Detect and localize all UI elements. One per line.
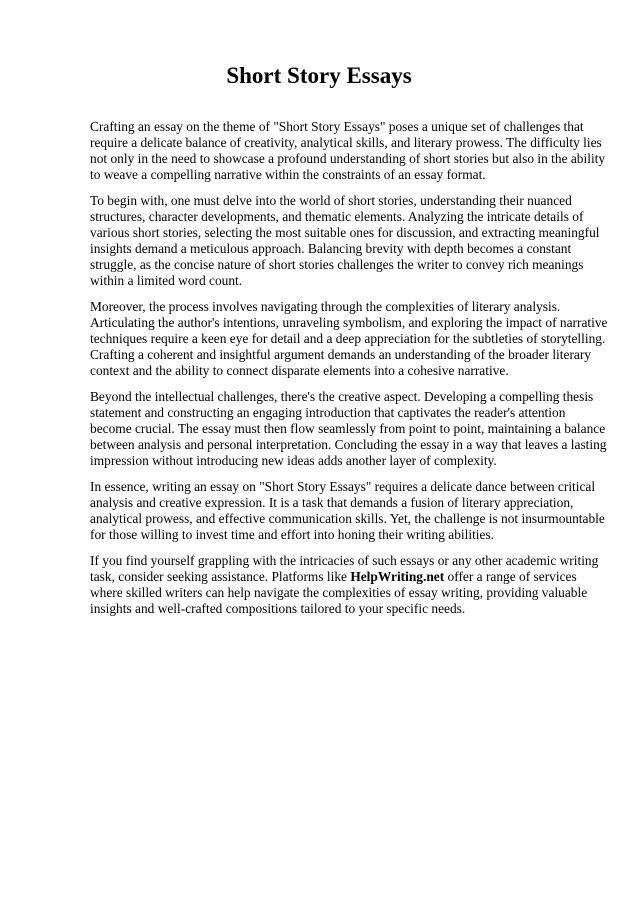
text-line: To begin with, one must delve into the world of short stories, understanding their nuanced bbox=[90, 192, 572, 208]
text-line: to weave a compelling narrative within the constraints of an essay format. bbox=[90, 167, 486, 183]
text-line: where skilled writers can help navigate the complexities of essay writing, providing valuable bbox=[90, 584, 588, 600]
text-line: analytical prowess, and effective communication skills. Yet, the challenge is not insurmountable bbox=[90, 511, 605, 527]
text-line: If you find yourself grappling with the intricacies of such essays or any other academic writing bbox=[90, 552, 599, 568]
text-line: analysis and creative expression. It is a task that demands a fusion of literary appreciation, bbox=[90, 494, 574, 510]
paragraph-3 bbox=[90, 298, 608, 379]
text-line: context and the ability to connect disparate elements into a cohesive narrative. bbox=[90, 363, 509, 379]
text-line: In essence, writing an essay on "Short Story Essays" requires a delicate dance between critical bbox=[90, 478, 596, 494]
text-line: insights demand a meticulous approach. Balancing brevity with depth becomes a constant bbox=[90, 241, 572, 257]
paragraph-6 bbox=[90, 552, 599, 617]
text-line: various short stories, selecting the most suitable ones for discussion, and extracting meaningful bbox=[90, 225, 600, 241]
paragraph-4 bbox=[90, 388, 607, 469]
text-line: structures, character developments, and thematic elements. Analyzing the intricate details of bbox=[90, 208, 584, 224]
text-line: techniques require a keen eye for detail and a deep appreciation for the subtleties of storytelling. bbox=[90, 331, 606, 347]
text-segment: offer a range of services bbox=[444, 568, 577, 584]
paragraph-2 bbox=[90, 192, 600, 290]
text-line: Articulating the author's intentions, unraveling symbolism, and exploring the impact of narrative bbox=[90, 315, 608, 331]
text-line: Beyond the intellectual challenges, there's the creative aspect. Developing a compelling thesis bbox=[90, 388, 594, 404]
text-line: statement and constructing an engaging introduction that captivates the reader's attention bbox=[90, 405, 566, 420]
text-line: become crucial. The essay must then flow seamlessly from point to point, maintaining a balance bbox=[90, 421, 606, 437]
text-line: not only in the need to showcase a profound understanding of short stories but also in the ability bbox=[90, 151, 606, 167]
paragraph-1 bbox=[90, 119, 606, 183]
text-line: impression without introducing new ideas adds another layer of complexity. bbox=[90, 453, 497, 469]
document-body bbox=[90, 119, 608, 627]
text-segment: task, consider seeking assistance. Platforms like bbox=[90, 568, 351, 584]
text-line: struggle, as the concise nature of short stories challenges the writer to convey rich meanings bbox=[90, 257, 584, 273]
text-line: for those willing to invest time and effort into honing their writing abilities. bbox=[90, 527, 495, 543]
text-line: between analysis and personal interpretation. Concluding the essay in a way that leaves a lasting bbox=[90, 437, 607, 453]
text-line: Crafting an essay on the theme of "Short Story Essays" poses a unique set of challenges that bbox=[90, 119, 584, 134]
document-title: Short Story Essays bbox=[226, 63, 412, 88]
helpwriting-brand-name: HelpWriting.net bbox=[350, 568, 445, 584]
text-line: insights and well-crafted compositions tailored to your specific needs. bbox=[90, 601, 466, 617]
text-line: require a delicate balance of creativity, analytical skills, and literary prowess. The difficulty lies bbox=[90, 135, 602, 151]
text-line: within a limited word count. bbox=[90, 273, 243, 289]
text-line: Moreover, the process involves navigating through the complexities of literary analysis. bbox=[90, 298, 561, 314]
text-line: Crafting a coherent and insightful argument demands an understanding of the broader literary bbox=[90, 347, 591, 363]
paragraph-5 bbox=[90, 478, 605, 543]
text-line bbox=[90, 569, 590, 585]
